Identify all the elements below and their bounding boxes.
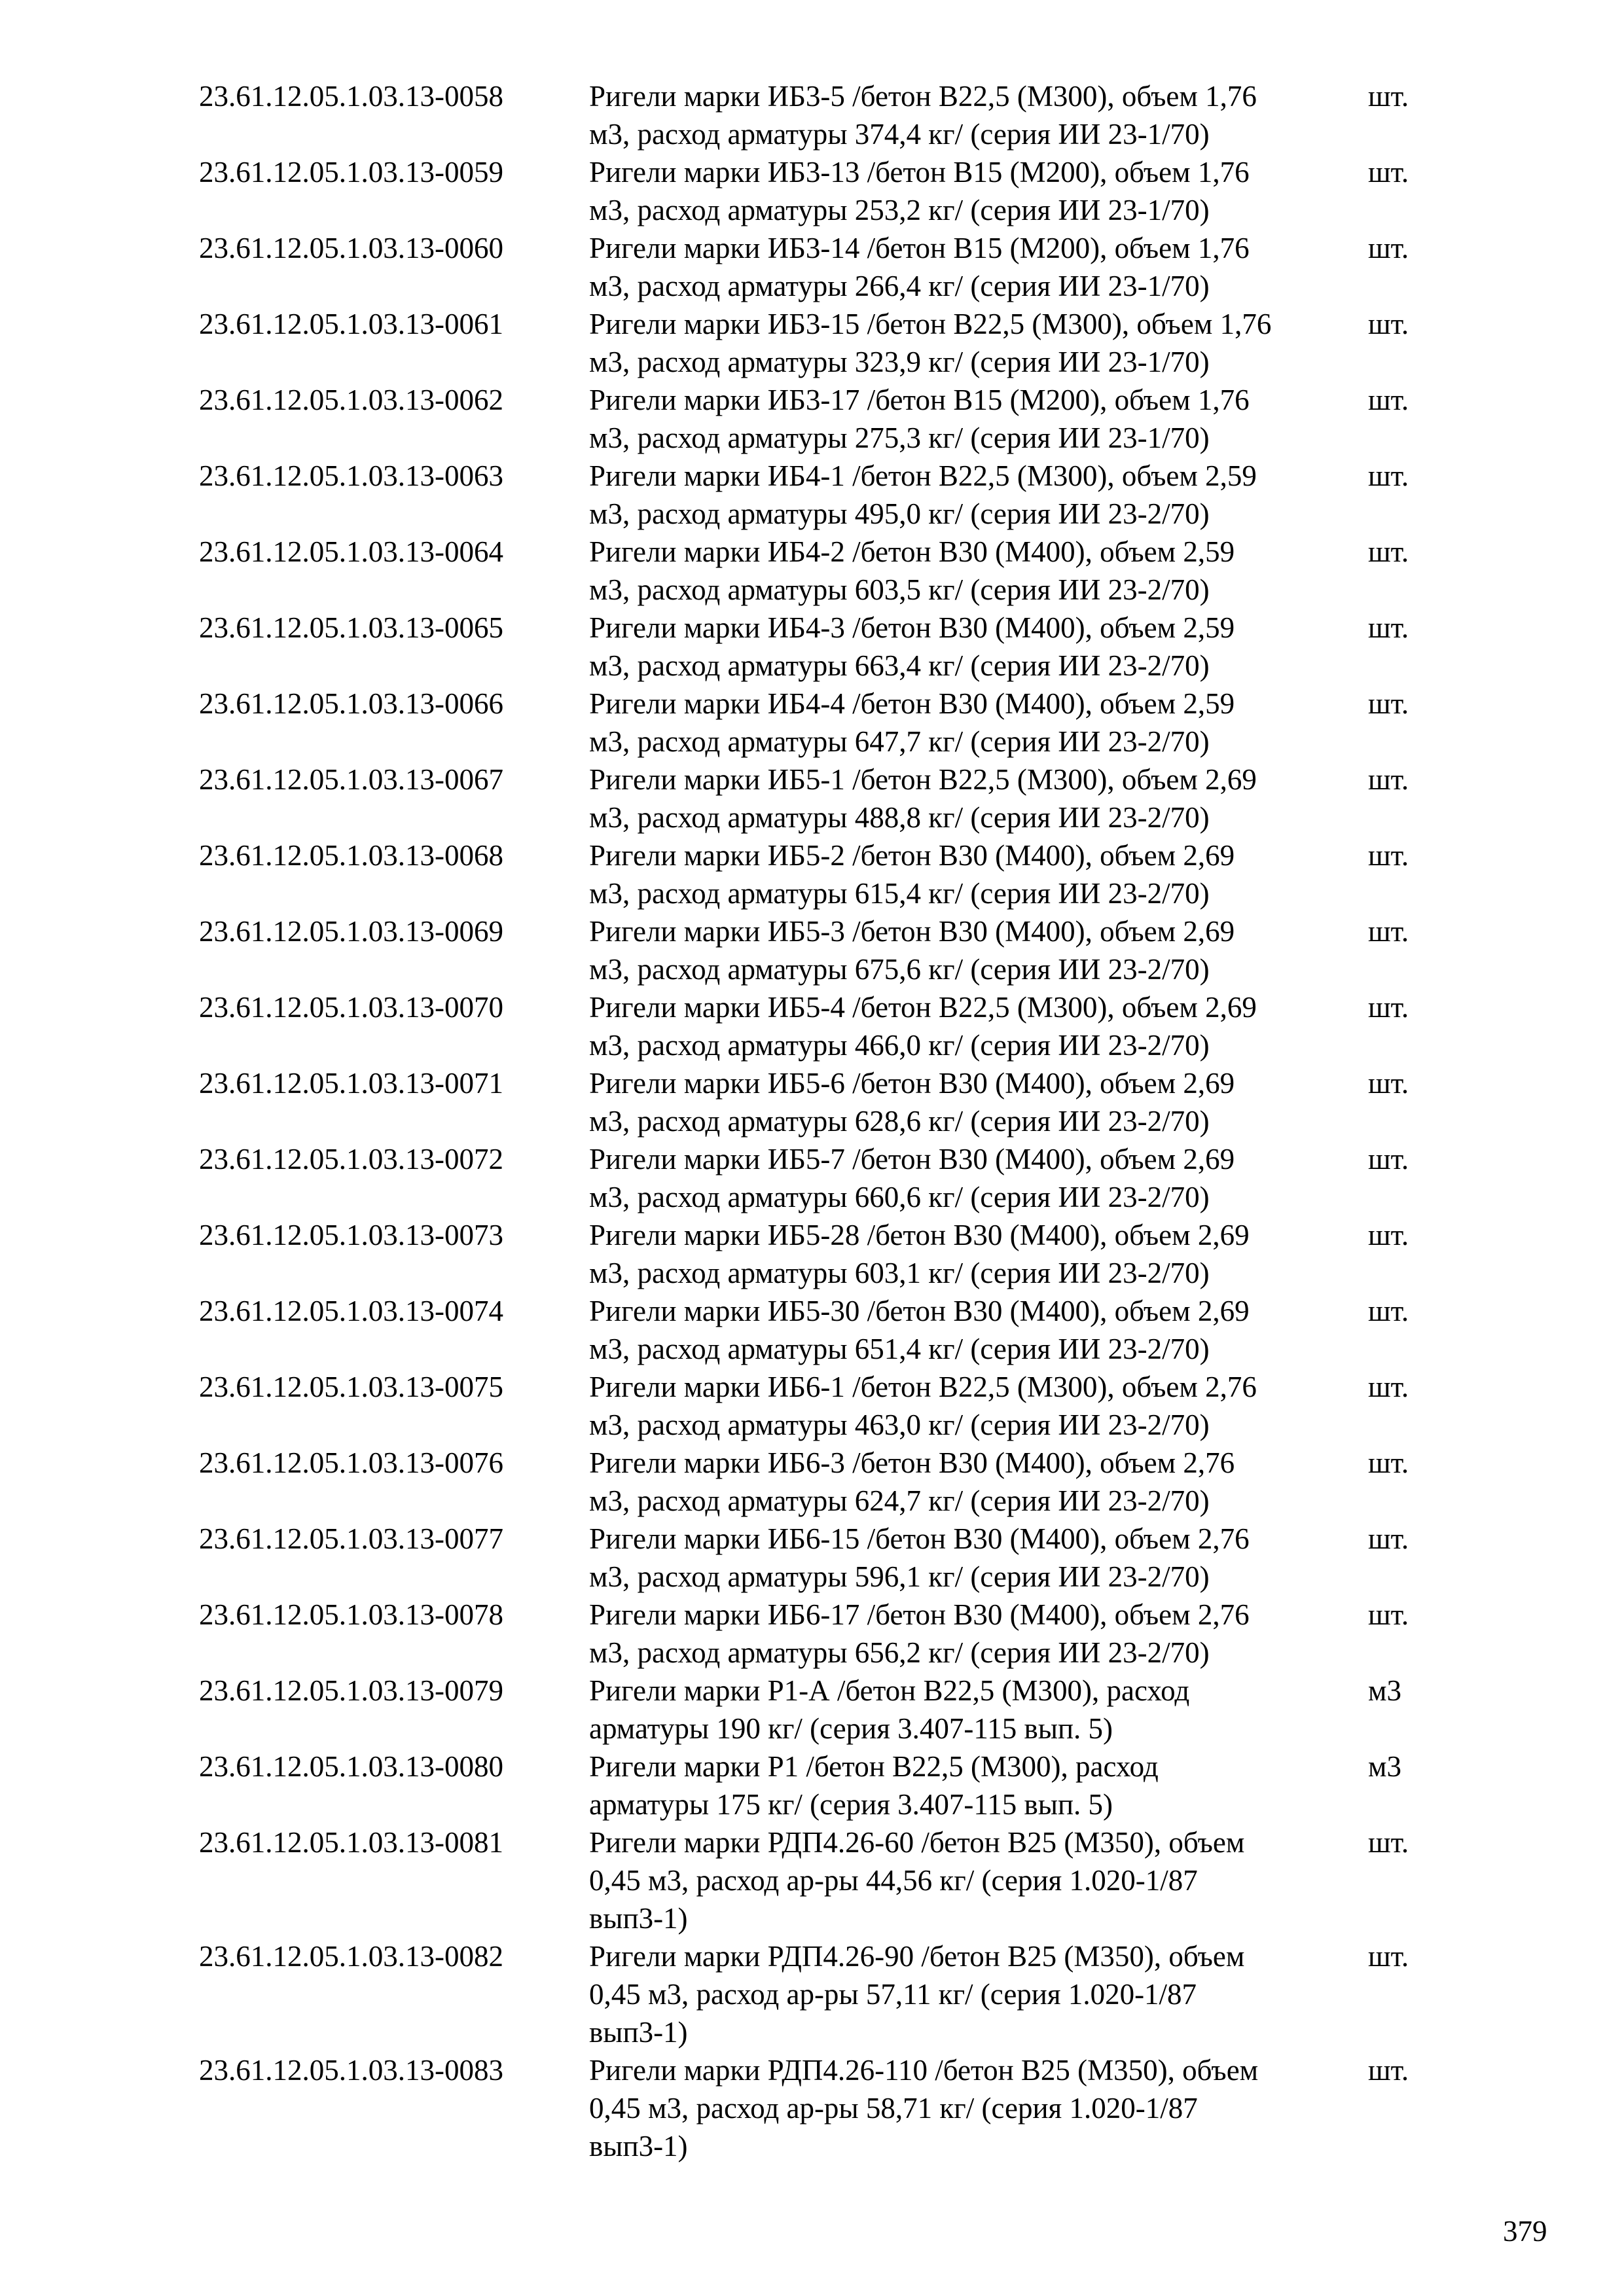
item-description: Ригели марки РДП4.26-90 /бетон В25 (М350), объем 0,45 м3, расход ар-ры 57,11 кг/ (серия 1.020-1/87 вып3-1) [589, 1940, 1245, 2049]
item-unit: шт. [1368, 1446, 1409, 1479]
item-unit: шт. [1368, 535, 1409, 568]
item-unit: шт. [1368, 2054, 1409, 2087]
item-description: Ригели марки ИБ6-3 /бетон В30 (М400), объем 2,76 м3, расход арматуры 624,7 кг/ (серия ИИ 23-2/70) [589, 1446, 1235, 1517]
item-description: Ригели марки РДП4.26-110 /бетон В25 (М350), объем 0,45 м3, расход ар-ры 58,71 кг/ (серия 1.020-1/87 вып3-1) [589, 2054, 1259, 2162]
item-description: Ригели марки ИБ3-14 /бетон В15 (М200), объем 1,76 м3, расход арматуры 266,4 кг/ (серия ИИ 23-1/70) [589, 232, 1250, 302]
item-code: 23.61.12.05.1.03.13-0062 [199, 384, 503, 416]
item-code: 23.61.12.05.1.03.13-0069 [199, 915, 503, 948]
item-description: Ригели марки ИБ3-13 /бетон В15 (М200), объем 1,76 м3, расход арматуры 253,2 кг/ (серия ИИ 23-1/70) [589, 156, 1250, 226]
item-code: 23.61.12.05.1.03.13-0061 [199, 308, 503, 340]
item-description: Ригели марки ИБ5-6 /бетон В30 (М400), объем 2,69 м3, расход арматуры 628,6 кг/ (серия ИИ 23-2/70) [589, 1067, 1235, 1138]
item-code: 23.61.12.05.1.03.13-0072 [199, 1143, 503, 1175]
item-description: Ригели марки ИБ4-3 /бетон В30 (М400), объем 2,59 м3, расход арматуры 663,4 кг/ (серия ИИ 23-2/70) [589, 611, 1235, 682]
item-description: Ригели марки ИБ4-1 /бетон В22,5 (М300), объем 2,59 м3, расход арматуры 495,0 кг/ (серия ИИ 23-2/70) [589, 459, 1257, 530]
item-unit: шт. [1368, 156, 1409, 188]
list-item [199, 1596, 1443, 1672]
item-unit: шт. [1368, 1295, 1409, 1327]
item-unit: шт. [1368, 1522, 1409, 1555]
item-code: 23.61.12.05.1.03.13-0079 [199, 1674, 503, 1707]
item-code: 23.61.12.05.1.03.13-0070 [199, 991, 503, 1024]
item-unit: шт. [1368, 384, 1409, 416]
list-item [199, 685, 1443, 761]
item-code: 23.61.12.05.1.03.13-0076 [199, 1446, 503, 1479]
item-code: 23.61.12.05.1.03.13-0078 [199, 1598, 503, 1631]
item-description: Ригели марки ИБ5-1 /бетон В22,5 (М300), объем 2,69 м3, расход арматуры 488,8 кг/ (серия ИИ 23-2/70) [589, 763, 1257, 834]
item-unit: м3 [1368, 1750, 1401, 1783]
item-description: Ригели марки ИБ5-30 /бетон В30 (М400), объем 2,69 м3, расход арматуры 651,4 кг/ (серия ИИ 23-2/70) [589, 1295, 1250, 1365]
item-code: 23.61.12.05.1.03.13-0077 [199, 1522, 503, 1555]
item-description: Ригели марки ИБ3-5 /бетон В22,5 (М300), объем 1,76 м3, расход арматуры 374,4 кг/ (серия ИИ 23-1/70) [589, 80, 1257, 151]
list-item [199, 1823, 1443, 1937]
item-description: Ригели марки ИБ5-28 /бетон В30 (М400), объем 2,69 м3, расход арматуры 603,1 кг/ (серия ИИ 23-2/70) [589, 1219, 1250, 1289]
list-item [199, 2051, 1443, 2165]
item-description: Ригели марки ИБ6-1 /бетон В22,5 (М300), объем 2,76 м3, расход арматуры 463,0 кг/ (серия ИИ 23-2/70) [589, 1371, 1257, 1441]
item-unit: шт. [1368, 459, 1409, 492]
item-description: Ригели марки Р1-А /бетон В22,5 (М300), расход арматуры 190 кг/ (серия 3.407-115 вып. 5) [589, 1674, 1190, 1745]
item-description: Ригели марки ИБ5-4 /бетон В22,5 (М300), объем 2,69 м3, расход арматуры 466,0 кг/ (серия ИИ 23-2/70) [589, 991, 1257, 1062]
item-unit: шт. [1368, 1826, 1409, 1859]
list-item [199, 77, 1443, 153]
item-code: 23.61.12.05.1.03.13-0081 [199, 1826, 503, 1859]
item-unit: шт. [1368, 1371, 1409, 1403]
list-item [199, 229, 1443, 305]
item-description: Ригели марки РДП4.26-60 /бетон В25 (М350), объем 0,45 м3, расход ар-ры 44,56 кг/ (серия 1.020-1/87 вып3-1) [589, 1826, 1245, 1935]
item-code: 23.61.12.05.1.03.13-0071 [199, 1067, 503, 1100]
item-code: 23.61.12.05.1.03.13-0067 [199, 763, 503, 796]
item-unit: м3 [1368, 1674, 1401, 1707]
item-code: 23.61.12.05.1.03.13-0065 [199, 611, 503, 644]
item-code: 23.61.12.05.1.03.13-0063 [199, 459, 503, 492]
list-item [199, 457, 1443, 533]
item-unit: шт. [1368, 80, 1409, 113]
item-description: Ригели марки Р1 /бетон В22,5 (М300), расход арматуры 175 кг/ (серия 3.407-115 вып. 5) [589, 1750, 1159, 1821]
item-unit: шт. [1368, 1598, 1409, 1631]
item-unit: шт. [1368, 1940, 1409, 1973]
list-item [199, 988, 1443, 1064]
item-code: 23.61.12.05.1.03.13-0060 [199, 232, 503, 264]
item-unit: шт. [1368, 308, 1409, 340]
item-description: Ригели марки ИБ5-3 /бетон В30 (М400), объем 2,69 м3, расход арматуры 675,6 кг/ (серия ИИ 23-2/70) [589, 915, 1235, 986]
item-description: Ригели марки ИБ4-4 /бетон В30 (М400), объем 2,59 м3, расход арматуры 647,7 кг/ (серия ИИ 23-2/70) [589, 687, 1235, 758]
item-code: 23.61.12.05.1.03.13-0075 [199, 1371, 503, 1403]
page-number: 379 [1503, 2215, 1547, 2248]
list-item [199, 1672, 1443, 1748]
item-unit: шт. [1368, 1143, 1409, 1175]
item-unit: шт. [1368, 232, 1409, 264]
item-description: Ригели марки ИБ5-2 /бетон В30 (М400), объем 2,69 м3, расход арматуры 615,4 кг/ (серия ИИ 23-2/70) [589, 839, 1235, 910]
item-code: 23.61.12.05.1.03.13-0068 [199, 839, 503, 872]
item-code: 23.61.12.05.1.03.13-0059 [199, 156, 503, 188]
list-item [199, 381, 1443, 457]
item-unit: шт. [1368, 1219, 1409, 1251]
list-item [199, 1064, 1443, 1140]
list-item [199, 153, 1443, 229]
item-unit: шт. [1368, 611, 1409, 644]
item-description: Ригели марки ИБ3-15 /бетон В22,5 (М300), объем 1,76 м3, расход арматуры 323,9 кг/ (серия ИИ 23-1/70) [589, 308, 1272, 378]
list-item [199, 836, 1443, 912]
list-item [199, 533, 1443, 609]
item-code: 23.61.12.05.1.03.13-0074 [199, 1295, 503, 1327]
list-item [199, 609, 1443, 685]
item-code: 23.61.12.05.1.03.13-0083 [199, 2054, 503, 2087]
item-unit: шт. [1368, 763, 1409, 796]
item-unit: шт. [1368, 839, 1409, 872]
list-item [199, 1292, 1443, 1368]
list-item [199, 1937, 1443, 2051]
item-code: 23.61.12.05.1.03.13-0064 [199, 535, 503, 568]
list-item [199, 761, 1443, 836]
list-item [199, 1216, 1443, 1292]
item-code: 23.61.12.05.1.03.13-0082 [199, 1940, 503, 1973]
list-item [199, 1368, 1443, 1444]
list-item [199, 305, 1443, 381]
item-unit: шт. [1368, 991, 1409, 1024]
item-code: 23.61.12.05.1.03.13-0066 [199, 687, 503, 720]
item-description: Ригели марки ИБ3-17 /бетон В15 (М200), объем 1,76 м3, расход арматуры 275,3 кг/ (серия ИИ 23-1/70) [589, 384, 1250, 454]
item-unit: шт. [1368, 1067, 1409, 1100]
list-item [199, 1140, 1443, 1216]
item-description: Ригели марки ИБ5-7 /бетон В30 (М400), объем 2,69 м3, расход арматуры 660,6 кг/ (серия ИИ 23-2/70) [589, 1143, 1235, 1213]
list-item [199, 1748, 1443, 1823]
item-code: 23.61.12.05.1.03.13-0058 [199, 80, 503, 113]
item-code: 23.61.12.05.1.03.13-0080 [199, 1750, 503, 1783]
list-item [199, 912, 1443, 988]
item-description: Ригели марки ИБ6-17 /бетон В30 (М400), объем 2,76 м3, расход арматуры 656,2 кг/ (серия ИИ 23-2/70) [589, 1598, 1250, 1669]
item-unit: шт. [1368, 687, 1409, 720]
list-item [199, 1444, 1443, 1520]
item-unit: шт. [1368, 915, 1409, 948]
item-description: Ригели марки ИБ4-2 /бетон В30 (М400), объем 2,59 м3, расход арматуры 603,5 кг/ (серия ИИ 23-2/70) [589, 535, 1235, 606]
item-code: 23.61.12.05.1.03.13-0073 [199, 1219, 503, 1251]
list-item [199, 1520, 1443, 1596]
price-list [199, 77, 1443, 2165]
item-description: Ригели марки ИБ6-15 /бетон В30 (М400), объем 2,76 м3, расход арматуры 596,1 кг/ (серия ИИ 23-2/70) [589, 1522, 1250, 1593]
